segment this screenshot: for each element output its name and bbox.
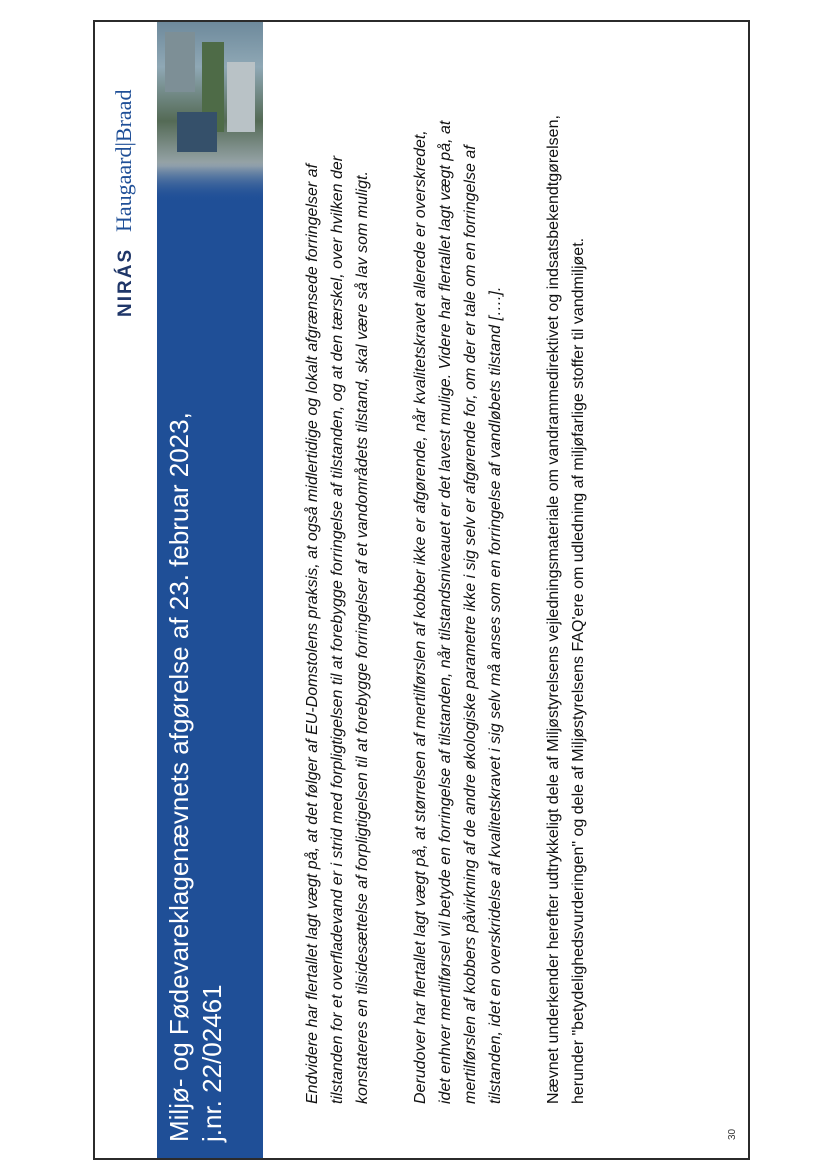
title-line-1: Miljø- og Fødevareklagenævnets afgørelse af 23. februar 2023, <box>164 412 194 1142</box>
slide-frame <box>93 20 750 1160</box>
paragraph-3: Nævnet underkender herefter udtrykkeligt dele af Miljøstyrelsens vejledningsmateriale om vandrammedirektivet og indsatsbekendtgørelsen, herunder "betydelighedsvurderingen" og dele af Miljøstyrelsens FAQ'ere om udledning af miljøfarlige stoffer til vandmiljøet. <box>545 115 587 1104</box>
logo-separator: | <box>111 142 136 147</box>
paragraph-2: Derudover har flertallet lagt vægt på, at størrelsen af mertilførslen af kobber ikke er afgørende, når kvalitetskravet allerede er overskredet, idet enhver mertilførsel vil betyde en forringelse af tilstanden, når tilstandsniveauet er det lavest mulige. Videre har flertallet lagt vægt på, at mertilførslen af kobbers påvirkning af de andre økologiske parametre ikke i sig selv er afgørende for, om der er tale om en forringelse af tilstanden, idet en overskridelse af kvalitetskravet i sig selv må anses som en forringelse af vandløbets tilstand [….]. <box>412 120 504 1104</box>
slide-body <box>300 104 624 1104</box>
logo-haugaard: Haugaard <box>111 146 136 232</box>
haugaard-braad-logo <box>111 90 137 232</box>
title-line-2: j.nr. 22/02461 <box>197 984 227 1142</box>
logo-braad: Braad <box>111 89 136 143</box>
page-number: 30 <box>727 1128 738 1140</box>
slide-title <box>163 362 229 1142</box>
rotated-slide-content <box>95 22 750 1160</box>
niras-logo: NIRÁS <box>115 247 136 317</box>
paragraph-1: Endvidere har flertallet lagt vægt på, at det følger af EU-Domstolens praksis, at også midlertidige og lokalt afgrænsede forringelser af tilstanden for et overfladevand er i strid med forpligtigelsen til at forebygge forringelse af tilstanden, og at den tærskel, over hvilken der konstateres en tilsidesættelse af forpligtigelsen til at forebygge forringelser af et vandområdets tilstand, skal være så lav som muligt. <box>304 155 371 1104</box>
